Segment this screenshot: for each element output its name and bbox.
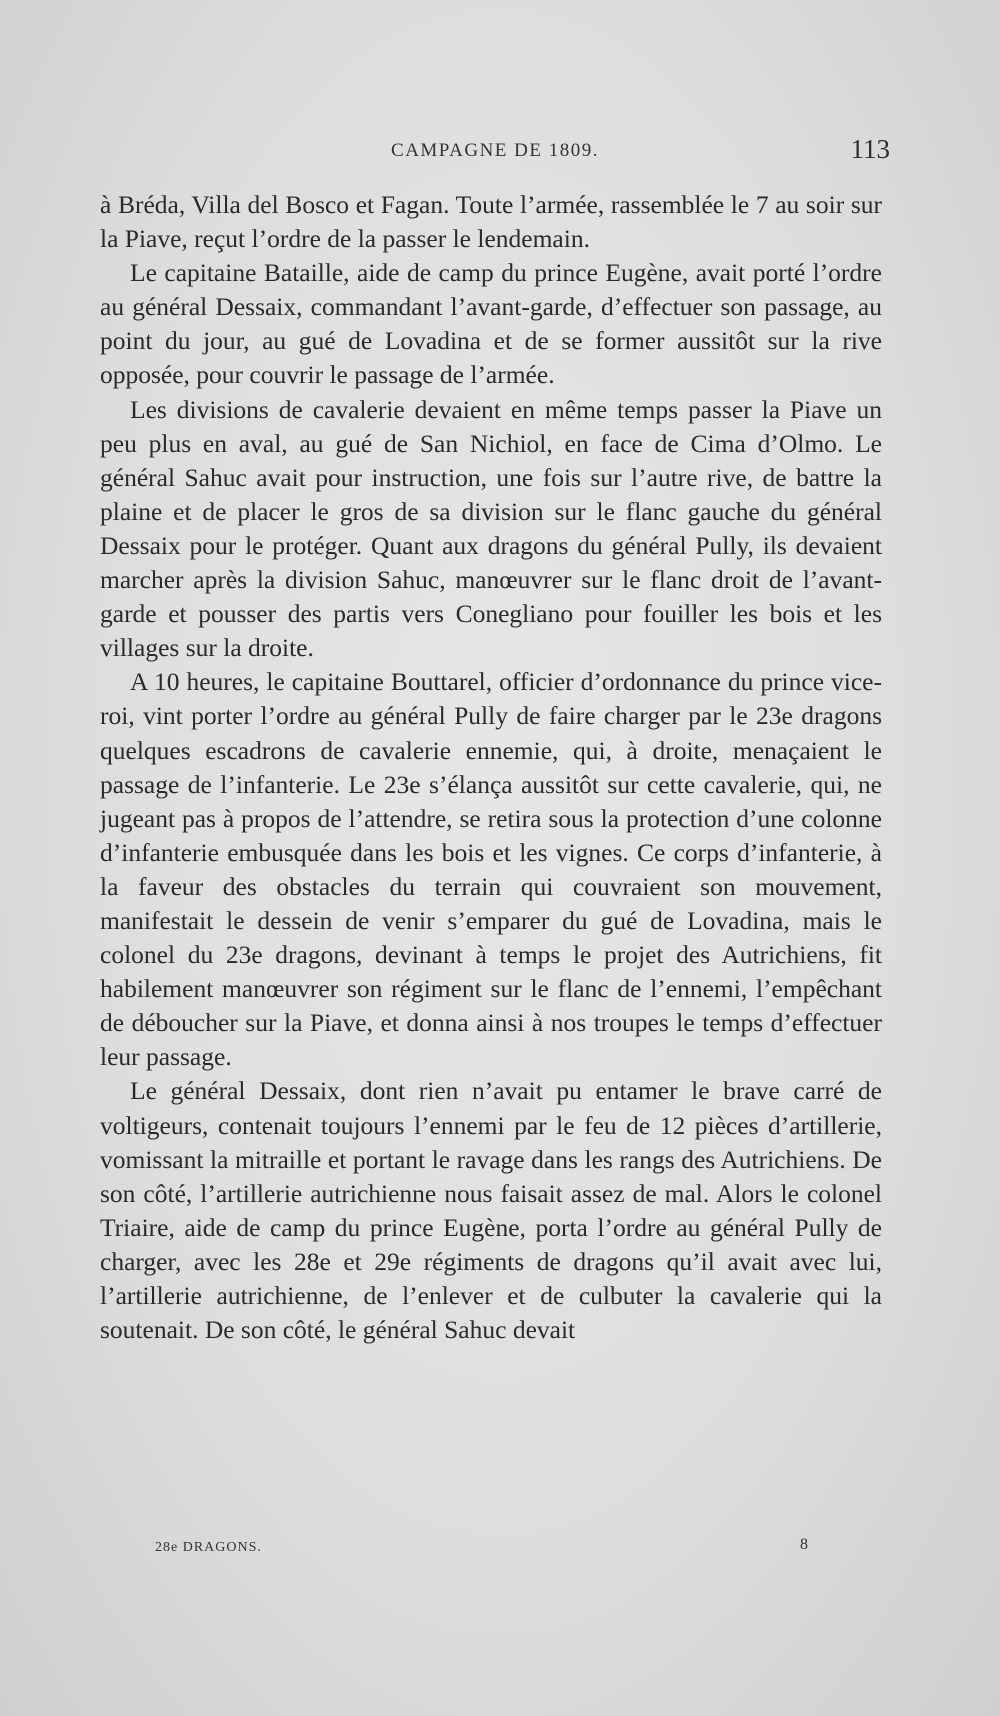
paragraph-3: Les divisions de cavalerie devaient en même temps passer la Piave un peu plus en aval, au gué de San Nichiol, en face de Cima d’Olmo. Le général Sahuc avait pour instruction, une fois sur l’autre rive, de battre la plaine et de placer le gros de sa division sur le flanc gauche du général Dessaix pour le protéger. Quant aux dragons du général Pully, ils devaient marcher après la division Sahuc, manœuvrer sur le flanc droit de l’avant-garde et pousser des partis vers Conegliano pour fouiller les bois et les villages sur la droite. [100,394,882,663]
paragraph-2: Le capitaine Bataille, aide de camp du prince Eugène, avait porté l’ordre au général Dessaix, commandant l’avant-garde, d’effectuer son passage, au point du jour, au gué de Lovadina et de se former aussitôt sur la rive opposée, pour couvrir le passage de l’armée. [100,258,882,390]
page-number: 113 [850,134,890,164]
body-text [100,188,882,1347]
running-head-title: CAMPAGNE DE 1809. [391,140,599,161]
printer-signature: 28e DRAGONS. [155,1540,262,1555]
running-head [100,134,890,174]
paragraph-5: Le général Dessaix, dont rien n’avait pu entamer le brave carré de voltigeurs, contenait toujours l’ennemi par le feu de 12 pièces d’artillerie, vomissant la mitraille et portant le ravage dans les rangs des Autrichiens. De son côté, l’artillerie autrichienne nous faisait assez de mal. Alors le colonel Triaire, aide de camp du prince Eugène, porta l’ordre au général Pully de charger, avec les 28e et 29e régiments de dragons qu’il avait avec lui, l’artillerie autrichienne, de l’enlever et de culbuter la cavalerie qui la soutenait. De son côté, le général Sahuc devait [100,1076,882,1345]
paragraph-1: à Bréda, Villa del Bosco et Fagan. Toute l’armée, rassemblée le 7 au soir sur la Piave, reçut l’ordre de la passer le lendemain. [100,190,882,254]
sheet-number: 8 [800,1536,808,1553]
paragraph-4: A 10 heures, le capitaine Bouttarel, officier d’ordonnance du prince vice-roi, vint porter l’ordre au général Pully de faire charger par le 23e dragons quelques escadrons de cavalerie ennemie, qui, à droite, menaçaient le passage de l’infanterie. Le 23e s’élança aussitôt sur cette cavalerie, qui, ne jugeant pas à propos de l’attendre, se retira sous la protection d’une colonne d’infanterie embusquée dans les bois et les vignes. Ce corps d’infanterie, à la faveur des obstacles du terrain qui couvraient son mouvement, manifestait le dessein de venir s’emparer du gué de Lovadina, mais le colonel du 23e dragons, devinant à temps le projet des Autrichiens, fit habilement manœuvrer son régiment sur le flanc de l’ennemi, l’empêchant de déboucher sur la Piave, et donna ainsi à nos troupes le temps d’effectuer leur passage. [100,667,882,1072]
